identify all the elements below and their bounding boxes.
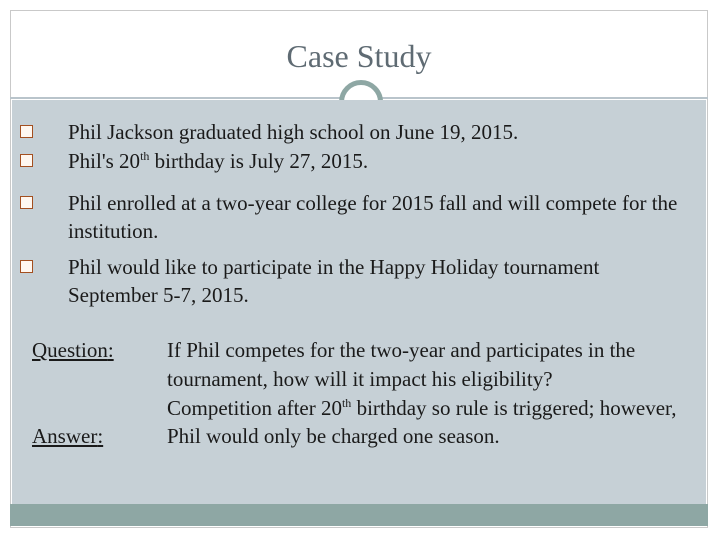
question-label: Question [32, 338, 108, 362]
checkbox-square-icon [20, 196, 33, 209]
checkbox-square-icon [20, 154, 33, 167]
checkbox-square-icon [20, 260, 33, 273]
bullet-text: Phil enrolled at a two-year college for 2015 fall and will compete for the institution. [68, 191, 678, 243]
footer-bar [10, 504, 708, 526]
bullet-text-continued: birthday is July 27, 2015. [149, 149, 369, 173]
bullet-text: Phil would like to participate in the Happy Holiday tournament September 5-7, 2015. [68, 255, 600, 307]
qa-text [167, 336, 687, 451]
question-text: If Phil competes for the two-year and participates in the tournament, how will it impact his eligibility? [167, 338, 636, 391]
slide-title: Case Study [286, 38, 432, 74]
ordinal-suffix: th [140, 149, 150, 163]
answer-label: Answer [32, 424, 98, 448]
answer-text: Competition after 20th birthday so rule is triggered; however, Phil would only be charged one season. [167, 395, 677, 449]
bullet-text: Phil's 20 [68, 149, 141, 173]
bullet-text: Phil Jackson graduated high school on June 19, 2015. [68, 120, 519, 144]
checkbox-square-icon [20, 125, 33, 138]
